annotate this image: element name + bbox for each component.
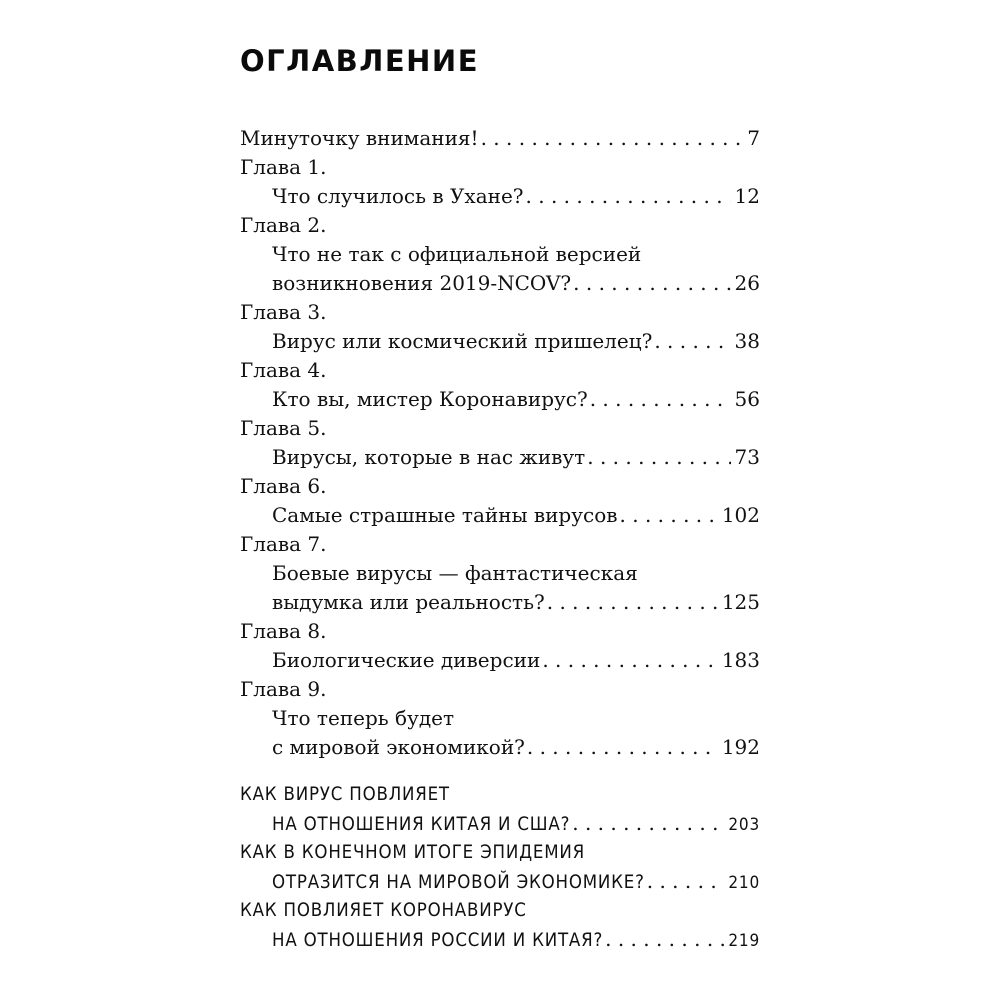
page-title: ОГЛАВЛЕНИЕ bbox=[240, 44, 480, 78]
toc-entry-title: Минуточку внимания! bbox=[240, 126, 479, 150]
toc-entry bbox=[240, 867, 760, 896]
toc-entry bbox=[240, 704, 760, 733]
toc-entry-title: ОТРАЗИТСЯ НА МИРОВОЙ ЭКОНОМИКЕ? bbox=[272, 872, 645, 893]
dot-leader bbox=[654, 327, 730, 356]
toc-entry-title: Глава 1. bbox=[240, 155, 327, 179]
toc-entry-title: КАК ПОВЛИЯЕТ КОРОНАВИРУС bbox=[240, 900, 527, 921]
dot-leader bbox=[587, 443, 730, 472]
toc-page-number: 102 bbox=[721, 503, 760, 527]
toc-entry bbox=[240, 182, 760, 211]
toc-entry bbox=[240, 298, 760, 327]
toc-page-number: 192 bbox=[721, 735, 760, 759]
toc-entry bbox=[240, 530, 760, 559]
dot-leader bbox=[647, 867, 725, 896]
dot-leader bbox=[547, 588, 718, 617]
section-gap bbox=[240, 762, 760, 780]
toc-entry bbox=[240, 588, 760, 617]
toc-entry-title: Боевые вирусы — фантастическая bbox=[272, 561, 638, 585]
toc-entry bbox=[240, 809, 760, 838]
toc-page-number: 183 bbox=[721, 648, 760, 672]
toc-entry bbox=[240, 472, 760, 501]
toc-entry bbox=[240, 356, 760, 385]
toc-entry-title: Что случилось в Ухане? bbox=[272, 184, 524, 208]
toc-page-number: 125 bbox=[721, 590, 760, 614]
toc-entry bbox=[240, 269, 760, 298]
toc-chapter-list bbox=[240, 124, 760, 762]
toc-entry bbox=[240, 443, 760, 472]
toc-entry bbox=[240, 501, 760, 530]
toc-entry-title: Кто вы, мистер Коронавирус? bbox=[272, 387, 588, 411]
toc-entry-title: КАК В КОНЕЧНОМ ИТОГЕ ЭПИДЕМИЯ bbox=[240, 842, 585, 863]
dot-leader bbox=[526, 182, 731, 211]
toc-entry-title: выдумка или реальность? bbox=[272, 590, 545, 614]
toc-entry bbox=[240, 780, 760, 809]
toc-entry-title: Глава 6. bbox=[240, 474, 327, 498]
toc-entry-title: Вирус или космический пришелец? bbox=[272, 329, 653, 353]
toc-entry bbox=[240, 646, 760, 675]
toc-entry-title: Что не так с официальной версией bbox=[272, 242, 642, 266]
toc-entry bbox=[240, 925, 760, 954]
toc-entry bbox=[240, 617, 760, 646]
toc-entry bbox=[240, 414, 760, 443]
toc-page-number: 219 bbox=[728, 931, 760, 951]
toc-page-number: 73 bbox=[734, 445, 760, 469]
toc-entry-title: Самые страшные тайны вирусов bbox=[272, 503, 618, 527]
toc-entry-title: Глава 9. bbox=[240, 677, 327, 701]
dot-leader bbox=[481, 124, 744, 153]
toc-page-number: 12 bbox=[734, 184, 760, 208]
toc-appendix-list bbox=[240, 780, 760, 954]
dot-leader bbox=[527, 733, 718, 762]
toc-entry-title: Глава 3. bbox=[240, 300, 327, 324]
toc-entry bbox=[240, 153, 760, 182]
toc-page-number: 7 bbox=[747, 126, 760, 150]
toc-entry-title: Что теперь будет bbox=[272, 706, 455, 730]
toc-entry bbox=[240, 124, 760, 153]
toc-entry-title: Глава 4. bbox=[240, 358, 327, 382]
toc-page-number: 26 bbox=[734, 271, 760, 295]
toc-page-number: 38 bbox=[734, 329, 760, 353]
dot-leader bbox=[620, 501, 718, 530]
toc-entry-title: Глава 8. bbox=[240, 619, 327, 643]
table-of-contents bbox=[240, 124, 760, 954]
toc-entry-title: Глава 2. bbox=[240, 213, 327, 237]
toc-entry bbox=[240, 675, 760, 704]
toc-entry bbox=[240, 327, 760, 356]
toc-page-number: 210 bbox=[728, 873, 760, 893]
toc-entry-title: Глава 5. bbox=[240, 416, 327, 440]
toc-page-number: 56 bbox=[734, 387, 760, 411]
toc-entry-title: возникновения 2019-NCOV? bbox=[272, 271, 572, 295]
toc-entry-title: Вирусы, которые в нас живут bbox=[272, 445, 586, 469]
dot-leader bbox=[590, 385, 731, 414]
toc-entry-title: КАК ВИРУС ПОВЛИЯЕТ bbox=[240, 784, 450, 805]
toc-entry-title: Биологические диверсии bbox=[272, 648, 541, 672]
dot-leader bbox=[572, 809, 724, 838]
toc-entry bbox=[240, 838, 760, 867]
toc-entry bbox=[240, 733, 760, 762]
toc-entry bbox=[240, 559, 760, 588]
toc-entry bbox=[240, 211, 760, 240]
toc-entry bbox=[240, 385, 760, 414]
dot-leader bbox=[605, 925, 724, 954]
toc-entry-title: НА ОТНОШЕНИЯ РОССИИ И КИТАЯ? bbox=[272, 930, 604, 951]
dot-leader bbox=[573, 269, 730, 298]
dot-leader bbox=[542, 646, 718, 675]
toc-entry-title: НА ОТНОШЕНИЯ КИТАЯ И США? bbox=[272, 814, 571, 835]
toc-entry bbox=[240, 240, 760, 269]
toc-entry-title: с мировой экономикой? bbox=[272, 735, 525, 759]
toc-entry-title: Глава 7. bbox=[240, 532, 327, 556]
toc-entry bbox=[240, 896, 760, 925]
toc-page-number: 203 bbox=[728, 815, 760, 835]
